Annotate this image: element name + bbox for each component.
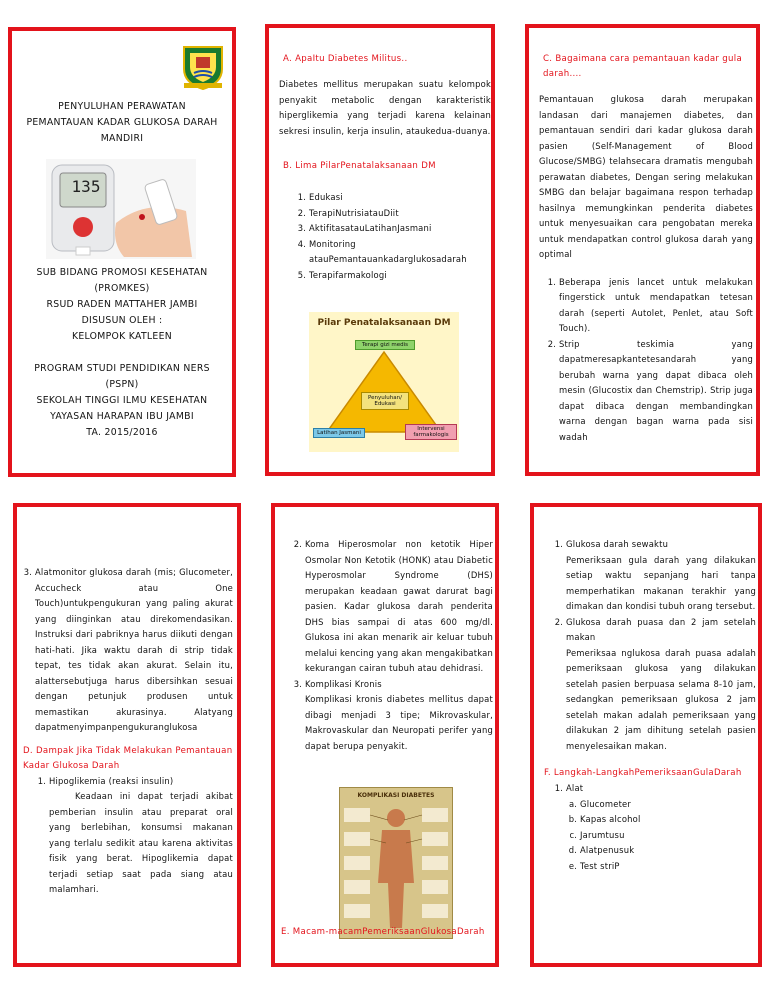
- steps-item: [566, 781, 756, 874]
- impact-item-text: Keadaan ini dapat terjadi akibat pemberian insulin atau preparat oral yang berlebihan, konsumsi makanan yang terlalu sedikit atau karena aktivitas fisik yang berat. Hipoglikemia dapat terjadi setiap saat pada siang atau malamhari.: [49, 791, 233, 894]
- jambi-emblem-logo: [178, 43, 228, 91]
- complication-item-title: 3. Komplikasi Kronis: [305, 678, 382, 689]
- examination-item-text: Pemeriksaan gula darah yang dilakukan setiap waktu sepanjang hari tanpa memperhatikan makanan terakhir yang dimakan dan kondisi tubuh orang tersebut.: [566, 554, 756, 611]
- heading-b: B. Lima PilarPenatalaksanaan DM: [283, 161, 436, 171]
- steps-list: [540, 781, 756, 874]
- pillar-list: [279, 190, 491, 283]
- title-line: MANDIRI: [100, 133, 144, 144]
- impact-item-title: 1. Hipoglikemia (reaksi insulin): [49, 775, 174, 786]
- pillar-item: 3. AktifitasatauLatihanJasmani: [309, 221, 491, 237]
- monitoring-tool-item: 1. Beberapa jenis lancet untuk melakukan fingerstick untuk mendapatkan tetesan darah (seperti Autolet, Penlet, atau Soft Touch).: [559, 275, 753, 337]
- pillar-left-box: Latihan Jasmani: [313, 428, 365, 438]
- examination-item-title: 2. Glukosa darah puasa dan 2 jam setelah makan: [566, 616, 756, 642]
- tool-item: d. Alatpenusuk: [580, 843, 756, 859]
- program-line: SEKOLAH TINGGI ILMU KESEHATAN: [36, 395, 208, 406]
- org-line: KELOMPOK KATLEEN: [71, 331, 173, 342]
- program-line: YAYASAN HARAPAN IBU JAMBI: [50, 411, 194, 422]
- program-line: TA. 2015/2016: [86, 427, 158, 438]
- org-line: RSUD RADEN MATTAHER JAMBI: [46, 299, 198, 310]
- program-block: [12, 361, 232, 441]
- steps-item-title: 1. Alat: [566, 783, 584, 793]
- poster-title: KOMPLIKASI DIABETES: [357, 792, 435, 799]
- tool-item: e. Test striP: [580, 859, 756, 875]
- examination-item-text: Pemeriksaa nglukosa darah puasa adalah pemeriksaan glukosa yang dilakukan setelah pasien berpuasa selama 8-10 jam, sedangkan pemeriksaan glukosa 2 jam setelah makan adalah pemeriksaan yang dilakukan 2 jam dihitung setelah pasien menyelesaikan makan.: [566, 647, 756, 751]
- examination-panel: [530, 503, 762, 967]
- heading-c: C. Bagaimana cara pemantauan kadar gula darah....: [543, 54, 743, 79]
- program-line: (PSPN): [105, 379, 139, 390]
- impact-panel: [13, 503, 241, 967]
- cover-panel: [8, 27, 236, 477]
- tools-list: [566, 797, 756, 875]
- pillar-right-box: Intervensi farmakologis: [405, 424, 457, 440]
- monitoring-tools-continued: [19, 565, 233, 736]
- complication-list: [281, 537, 493, 754]
- examination-item: [566, 537, 756, 615]
- complication-item: [305, 677, 493, 755]
- body-illustration: [340, 788, 452, 938]
- paragraph-c: Pemantauan glukosa darah merupakan landasan dari manajemen diabetes, dan pemantauan sendiri dari kadar glukosa darah pasien (Self-Management of Blood Glucose/SMBG) telahsecara dramatis mengubah perawatan diabetes, Dengan sering melakukan SMBG dan belajar bagaimana respon terhadap hasilnya memungkinkan penderita diabetes untuk menyesuaikan cara pengobatan mereka untuk mendapatkan control glukosa darah yang optimal: [539, 94, 753, 259]
- complication-item: 2. Koma Hiperosmolar non ketotik Hiper Osmolar Non Ketotik (HONK) atau Diabetic Hyperosmolar Syndrome (DHS) merupakan keadaan gawat darurat bagi pasien. Kadar glukosa darah penderita DHS bias sampai di atas 600 mg/dl. Glukosa ini akan menarik air keluar tubuh melalui kencing yang akan mengakibatkan kekurangan cairan tubuh atau dehidrasi.: [305, 537, 493, 677]
- tool-item: c. Jarumtusu: [580, 828, 756, 844]
- org-line: DISUSUN OLEH :: [81, 315, 163, 326]
- impact-list: [19, 774, 233, 898]
- heading-f: F. Langkah-LangkahPemeriksaanGulaDarah: [544, 768, 742, 778]
- program-line: PROGRAM STUDI PENDIDIKAN NERS: [34, 363, 210, 374]
- complication-poster: [339, 787, 453, 939]
- glucometer-reading: 135: [71, 177, 101, 196]
- title-block: [12, 99, 232, 147]
- title-line: PEMANTAUAN KADAR GLUKOSA DARAH: [26, 117, 218, 128]
- heading-d: D. Dampak Jika Tidak Melakukan Pemantauan Kadar Glukosa Darah: [23, 745, 233, 771]
- tool-item: b. Kapas alcohol: [580, 812, 756, 828]
- examination-item: [566, 615, 756, 755]
- heading-a: A. ApaItu Diabetes Militus..: [283, 54, 408, 64]
- pillar-center-box: Penyuluhan/ Edukasi: [361, 392, 409, 410]
- monitoring-tools-list: [539, 275, 753, 446]
- pillar-diagram-title: Pilar Penatalaksanaan DM: [317, 318, 451, 328]
- monitoring-panel: [525, 24, 760, 476]
- impact-item: [49, 774, 233, 898]
- paragraph-a: Diabetes mellitus merupakan suatu kelompok penyakit metabolic dengan karakteristik hiperglikemia yang terjadi karena kelainan sekresi insulin, kerja insulin, ataukedua-duanya.: [279, 79, 491, 136]
- complication-item-text: Komplikasi kronis diabetes mellitus dapat dibagi menjadi 3 tipe; Mikrovaskular, Makrovaskular dan Neuropati perifer yang dapat berupa penyakit.: [305, 694, 493, 751]
- title-line: PENYULUHAN PERAWATAN: [58, 101, 186, 112]
- monitoring-tool-item: 3. Alatmonitor glukosa darah (mis; Glucometer, Accucheck atau One Touch)untukpengukuran yang paling akurat yang diinginkan atau direkomendasikan. Instruksi dari pabriknya harus diikuti dengan hati-hati. Jika waktu darah di strip tidak tepat, tes tidak akan akurat. Selain itu, alattersebutjuga harus dibersihkan sesuai dengan petunjuk produsen untuk memastikan akurasinya. Alatyang dapatmenyimpanpengukuranglukosa: [35, 565, 233, 736]
- monitoring-tool-item: 2. Strip teskimia yang dapatmeresapkantetesandarah yang berubah warna yang dapat dibaca oleh mesin (Glucostix dan Chemstrip). Strip juga dapat dibaca dengan membandingkan warna dengan bagan warna pada sisi wadah: [559, 337, 753, 446]
- complication-panel: [271, 503, 499, 967]
- heading-e: E. Macam-macamPemeriksaanGlukosaDarah: [281, 927, 485, 937]
- pillar-item: 5. Terapifarmakologi: [309, 268, 491, 284]
- pillar-top-box: Terapi gizi medis: [355, 340, 415, 350]
- glucometer-photo: [46, 159, 196, 259]
- pillar-diagram: [309, 312, 459, 452]
- pillar-item: 4. Monitoring atauPemantauankadarglukosadarah: [309, 237, 491, 268]
- organization-block: [12, 265, 232, 345]
- pillar-item: 1. Edukasi: [309, 190, 491, 206]
- tool-item: a. Glucometer: [580, 797, 756, 813]
- definition-panel: [265, 24, 495, 476]
- examination-item-title: 1. Glukosa darah sewaktu: [566, 539, 669, 549]
- org-line: SUB BIDANG PROMOSI KESEHATAN: [36, 267, 208, 278]
- examination-list: [540, 537, 756, 754]
- pillar-item: 2. TerapiNutrisiatauDiit: [309, 206, 491, 222]
- org-line: (PROMKES): [94, 283, 150, 294]
